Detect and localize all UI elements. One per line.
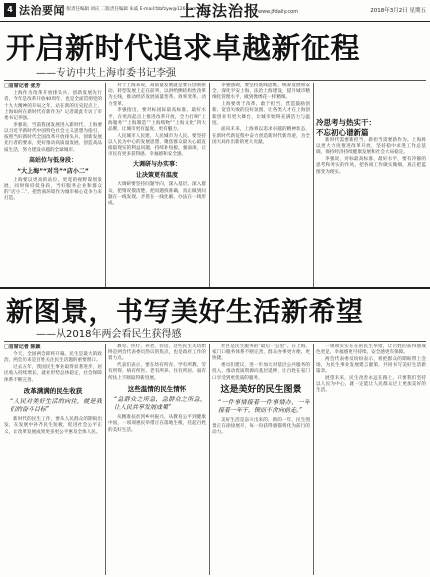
article2-subtitle: ——从2018年两会看民生获得感 [36, 329, 182, 340]
paragraph: 李强说，对标最高标准、最好水平，要有冷静的思考和务实的作风，把各项工作做实做细，真正把蓝图变为现实。 [316, 157, 426, 175]
article1-byline: □首席记者 张芳 [4, 83, 41, 89]
section-name: 法治要闻 [19, 4, 65, 17]
column-divider [209, 344, 210, 575]
article1-headline: 开启新时代追求卓越新征程 [6, 31, 361, 65]
paragraph: 上海作为改革开放排头兵、创新发展先行者，今年是改革开放40周年，也是全面贯彻党的十九大精神的开局之年。站在新的历史起点上，上海如何在新时代有新作为？记者就此专访了市委书记李强。 [4, 91, 102, 122]
paragraph: 展望未来，民生改善永远在路上。只要我们坚持以人民为中心，就一定能让人民群众过上更加美好的生活。 [316, 376, 426, 394]
column-divider [105, 83, 106, 287]
article1-subhead-2b: 让决策更有温度 [135, 172, 178, 180]
article1-inset-title-1: 冷思考与热实干： [316, 118, 376, 127]
issue-date: 2018年3月2日 星期五 [370, 8, 426, 14]
paragraph: 新时代需要新担当，新担当需要新作为。上海将以更大力度推进改革开放，坚持稳中求进工作总基调，保持经济持续健康发展和社会大局稳定。 [316, 138, 426, 156]
article1-subhead-1b: “大上海”“对当”“店小二” [17, 167, 89, 175]
paragraph: 过去五年，我国民生事业取得显著进步，居民收入持续增长，就业形势总体稳定，社会保障体系不断完善。 [4, 365, 102, 383]
paragraph: 新时代的民生工作，要从人民群众的期盼出发，在发展中补齐民生短板，促进社会公平正义，让改革发展成果更多更公平惠及全体人民。 [4, 417, 102, 435]
masthead [0, 0, 430, 22]
paragraph: 李强指出，要对标国际最高标准、最好水平，在更高起点上推进改革开放，全力打响“上海服务”“上海制造”“上海购物”“上海文化”四大品牌，让城市更有温度、更有魅力。 [108, 108, 206, 132]
paragraph: 人民城市人民建，人民城市为人民。要坚持以人民为中心的发展思想，聚焦群众最关心最直接最现实的利益问题，持续补短板、强弱项，让市民有更多获得感、幸福感和安全感。 [108, 133, 206, 158]
article2-subhead-2: 这些温情的民生情怀 [127, 384, 187, 393]
paragraph: 面向未来，上海将以追求卓越的精神状态，在新时代新征程中奋力创造新时代新奇迹，为全国大局作出新的更大贡献。 [212, 127, 310, 145]
section-number: 4 [4, 3, 16, 17]
paragraph: 李强强调，要坚持底线思维，统筹发展和安全，深化平安上海、法治上海建设，提升城市精细化管理水平，做到像绣花一样精细。 [212, 83, 310, 101]
article2-quote-2: “急群众之所急，急群众之所急，让人民共享发展成果” [114, 396, 206, 412]
column-divider [209, 83, 210, 287]
paper-name: 上海法治报 [180, 2, 261, 20]
article2-quote-1: “人民对美好生活的向往，就是我们的奋斗目标” [10, 398, 102, 414]
column-divider [313, 344, 314, 575]
paragraph: 大调研要坚持问题导向，深入基层、深入群众，把情况摸清楚、把问题找准确，真正做到问题在一线发现、矛盾在一线化解、办法在一线形成。 [108, 182, 206, 207]
article1-subhead-2: 大调研与办实事： [132, 161, 181, 169]
article2-column-1 [4, 344, 102, 575]
paragraph: 代表们表示，要在幼有所育、学有所教、劳有所得、病有所医、老有所养、住有所居、弱有所扶上不断取得新进展。 [108, 363, 206, 381]
paper-url[interactable]: www.jfdaily.com [258, 9, 299, 15]
article1-subhead-1: 高站位与低身段： [28, 156, 77, 164]
paragraph: 今天，全国两会即将开幕。民生是最大的政治，两会历来是百姓关注民生话题的重要窗口。 [4, 352, 102, 364]
paragraph: 上海要以更高的站位、更宽的视野谋划发展，同时保持低身段，当好服务企业和群众的“店小二”，把营商环境作为城市核心竞争力来打造。 [4, 177, 102, 202]
article2-column-3 [212, 344, 310, 575]
article2-column-2 [108, 344, 206, 575]
paragraph: 对于上海来说，高质量发展就是要在创新驱动、转型发展上走在前列，以供给侧结构性改革为主线，推动经济发展质量变革、效率变革、动力变革。 [108, 83, 206, 107]
paragraph: 李强说，当前我国发展进入新时代，上海要以习近平新时代中国特色社会主义思想为指引，按照当好新时代全国改革开放排头兵、创新发展先行者的要求，更好推动高质量发展、创造高品质生活，努力建设卓越的全球城市。 [4, 122, 102, 153]
editors-line: 一版责任编辑 刘庆 二版责任编辑 朱戚 E-mail:fzbfzyw@126.com [62, 7, 197, 12]
article1-inset-title-2: 不忘初心谱新篇 [316, 128, 369, 137]
column-divider [105, 344, 106, 575]
column-divider [313, 83, 314, 287]
article1-subtitle: ——专访中共上海市委书记李强 [36, 68, 176, 79]
article-divider [0, 287, 430, 289]
article1-column-1 [4, 83, 102, 287]
paragraph: 美好生活是奋斗出来的。新的一年，民生图景正在徐徐展开，每一份获得感都将化为前行的动力。 [212, 417, 310, 436]
article1-column-4 [316, 118, 426, 287]
article1-column-3 [212, 83, 310, 287]
article2-quote-3: “一件事情接着一件事情办，一年接着一年干，锲而不舍向前走。” [218, 398, 310, 414]
article1-column-2 [108, 83, 206, 287]
paragraph: 社区是民生服务的“最后一公里”。在上海，家门口服务体系不断完善，群众办事更方便、更快捷。 [212, 344, 310, 362]
article2-byline: □首席记者 陈颖 [4, 344, 41, 350]
paragraph: 委员们建议，进一步加大对基层公共服务的投入，推动优质资源向基层延伸，让百姓在家门口享受到更优质的服务。 [212, 363, 310, 381]
article1-rule [4, 80, 426, 81]
article2-headline: 新图景，书写美好生活新希望 [6, 297, 364, 328]
paragraph: 从精准扶贫到乡村振兴，从教育公平到健康中国，一项项惠民举措正在落地生根，托起百姓的美好生活。 [108, 415, 206, 433]
paragraph: 教育、医疗、养老、住房，这些民生关切始终是两会代表委员热议的焦点，也是政府工作的着力点。 [108, 344, 206, 362]
paragraph: 一项项实实在在的民生举措，让百姓的获得感成色更足、幸福感更可持续、安全感更有保障。 [316, 344, 426, 356]
article2-column-4 [316, 344, 426, 575]
paragraph: 上海要勇于改革、敢于担当，营造鼓励创新、宽容失败的良好氛围，让各类人才在上海创新创业有更大舞台，让城市始终充满活力与温度。 [212, 102, 310, 126]
article2-subhead-1: 改革满满的民生收获 [23, 386, 83, 395]
article2-rule [4, 341, 426, 342]
paragraph: 两会代表委员纷纷表示，将把群众的期盼带上会场，为民生事业发展建言献策，共同书写美好生活新篇章。 [316, 356, 426, 375]
article2-subhead-3: 这是美好的民生图景 [220, 384, 302, 395]
